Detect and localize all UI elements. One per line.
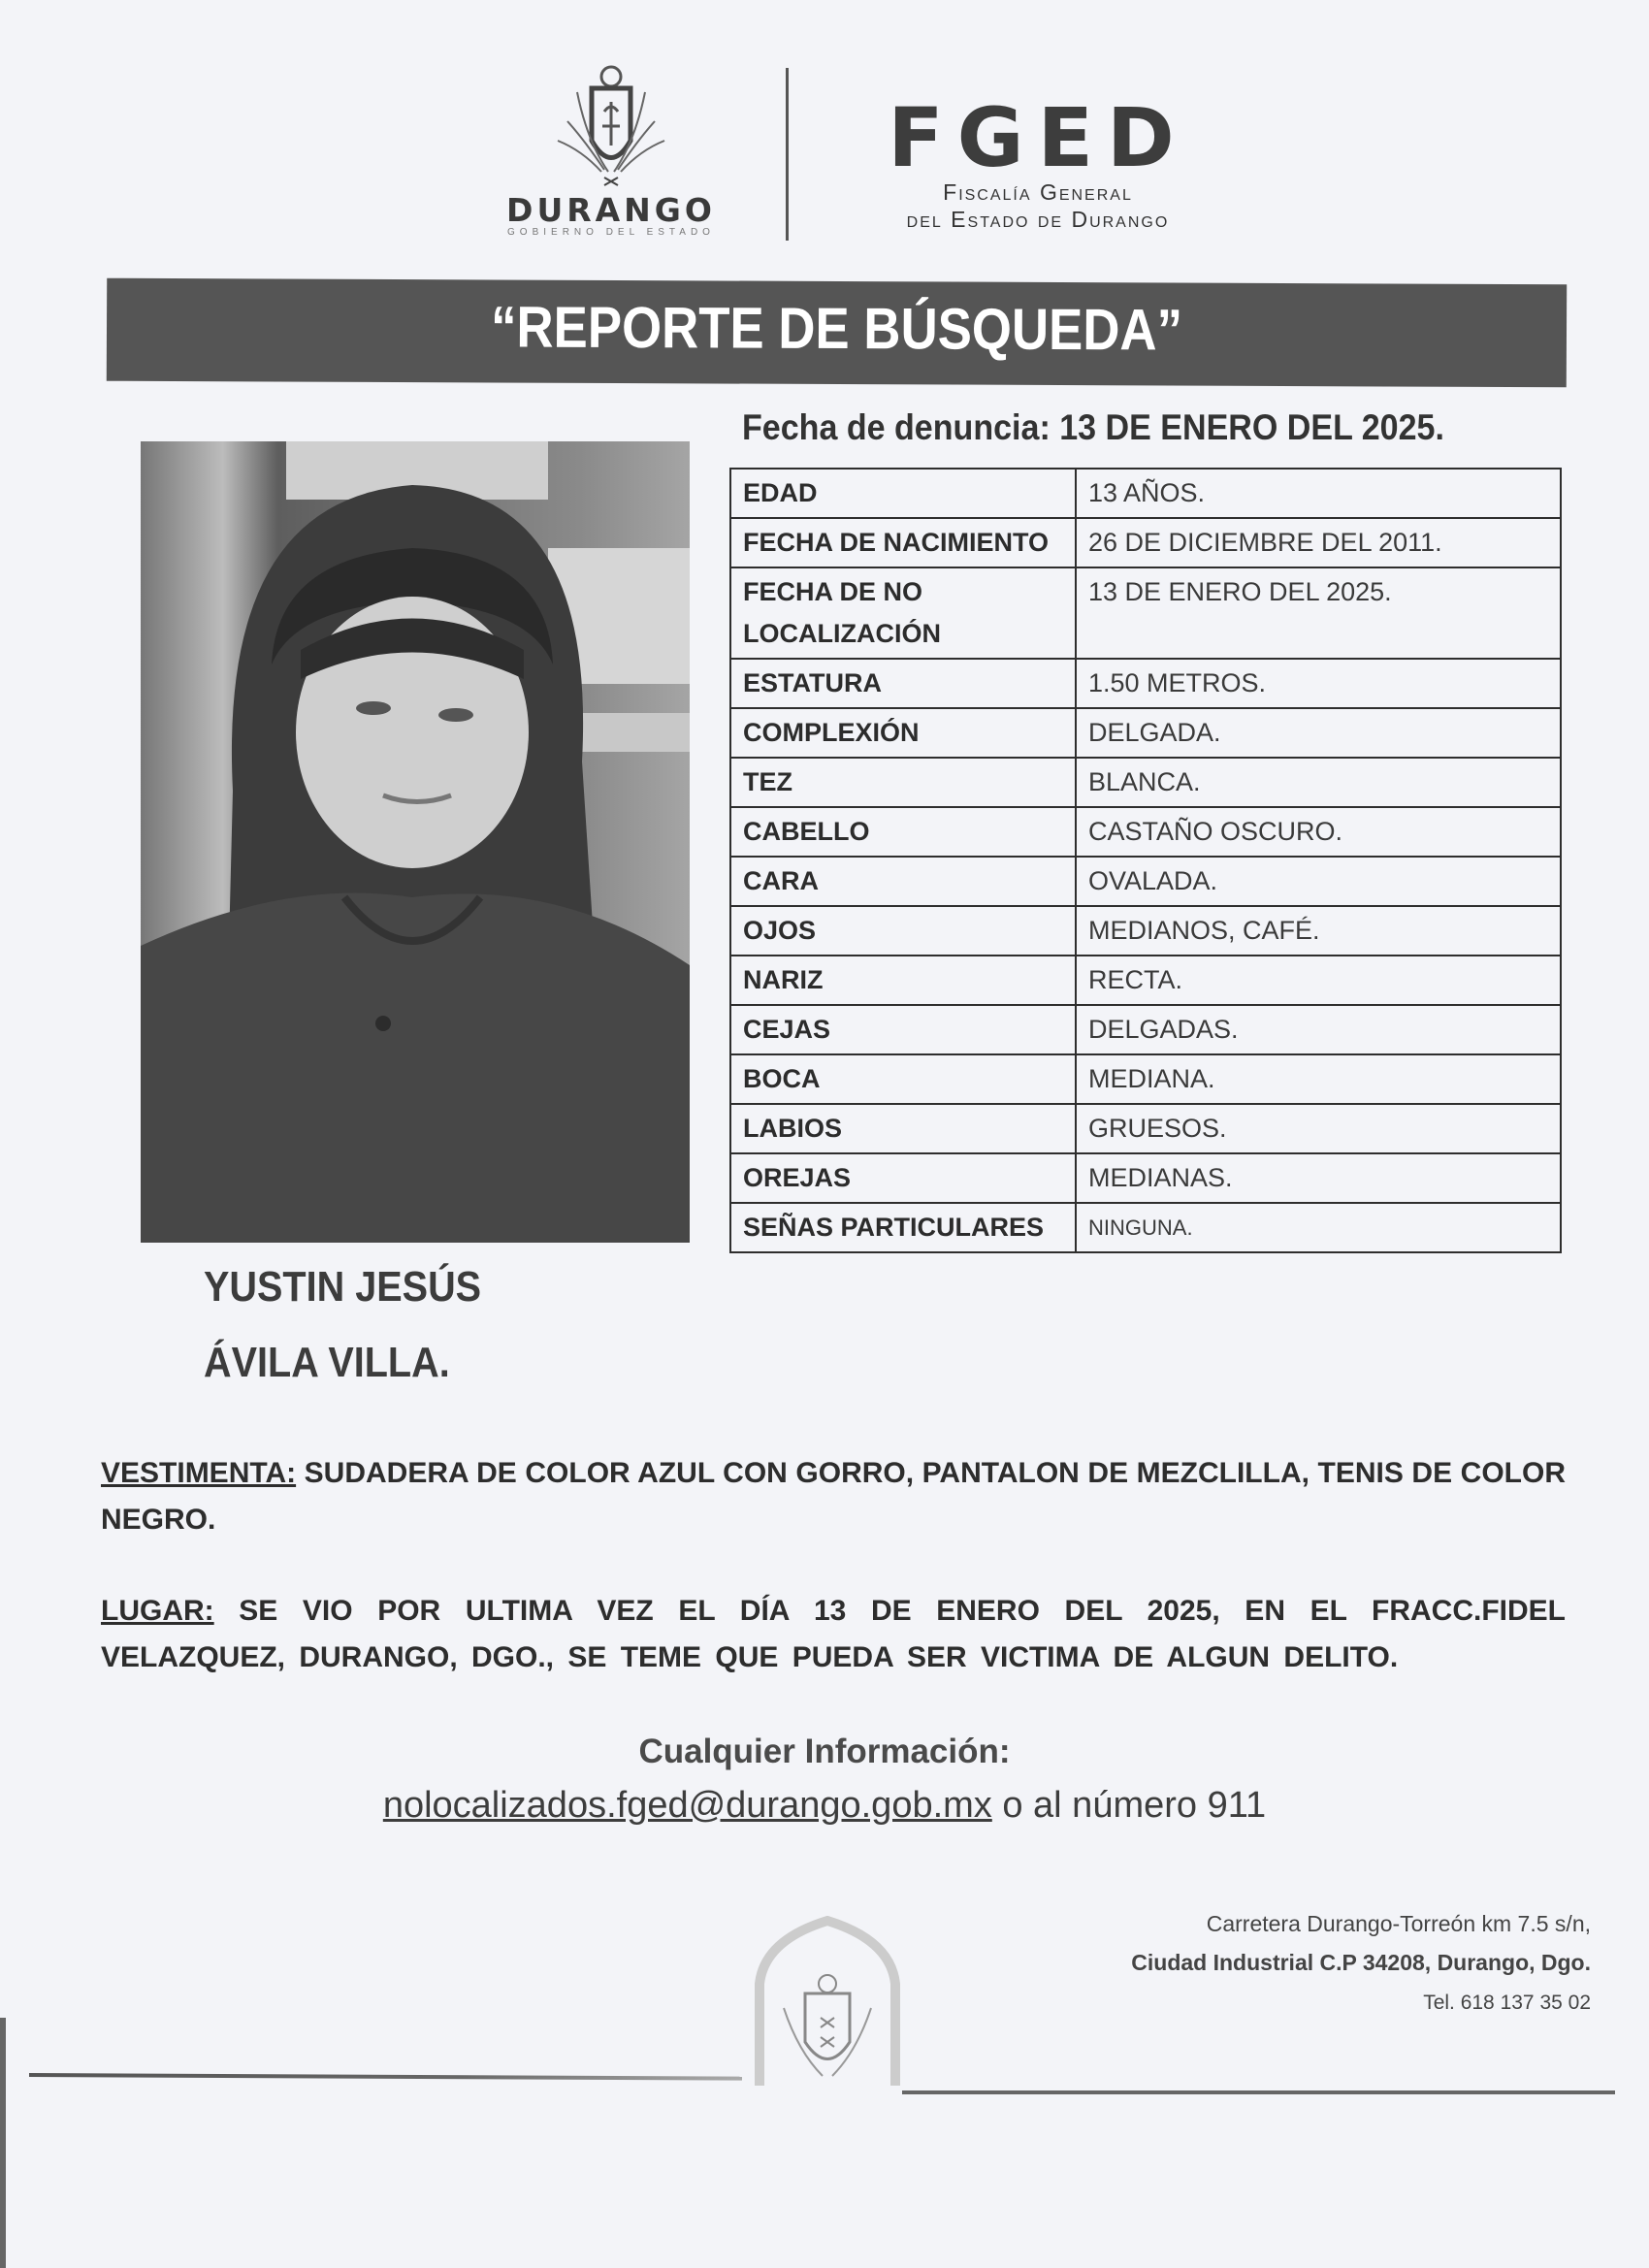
detail-value: DELGADA. <box>1076 708 1561 758</box>
place-paragraph <box>101 1588 1566 1681</box>
person-photo-icon <box>141 441 690 1243</box>
detail-label: TEZ <box>730 758 1076 807</box>
detail-value: 1.50 METROS. <box>1076 659 1561 708</box>
table-row <box>730 1104 1561 1153</box>
person-name-last: ÁVILA VILLA. <box>204 1339 450 1386</box>
agency-name-line2: del Estado de Durango <box>906 207 1170 233</box>
detail-value: GRUESOS. <box>1076 1104 1561 1153</box>
detail-label: BOCA <box>730 1054 1076 1104</box>
detail-label: FECHA DE NACIMIENTO <box>730 518 1076 567</box>
place-text: SE VIO POR ULTIMA VEZ EL DÍA 13 DE ENERO DEL 2025, EN EL FRACC.FIDEL VELAZQUEZ, DURANGO, DGO., SE TEME QUE PUEDA SER VICTIMA DE ALGUN DELITO. <box>101 1595 1566 1673</box>
header-divider <box>786 68 789 241</box>
detail-value: MEDIANOS, CAFÉ. <box>1076 906 1561 956</box>
scan-edge-shadow <box>0 2018 6 2268</box>
government-subtitle: GOBIERNO DEL ESTADO <box>507 227 715 238</box>
detail-label: NARIZ <box>730 956 1076 1005</box>
detail-label: CEJAS <box>730 1005 1076 1054</box>
detail-label: LABIOS <box>730 1104 1076 1153</box>
table-row <box>730 659 1561 708</box>
detail-label: CABELLO <box>730 807 1076 857</box>
footer-address-line2: Ciudad Industrial C.P 34208, Durango, Dgo. <box>1131 1950 1591 1975</box>
detail-label: EDAD <box>730 469 1076 518</box>
footer-coat-of-arms-icon <box>745 1916 910 2086</box>
footer-rule-right <box>902 2090 1615 2094</box>
missing-person-photo <box>141 441 690 1243</box>
table-row <box>730 1203 1561 1252</box>
complaint-date: Fecha de denuncia: 13 DE ENERO DEL 2025. <box>742 407 1444 447</box>
contact-line <box>0 1785 1649 1827</box>
detail-value: 13 AÑOS. <box>1076 469 1561 518</box>
physical-description-table <box>729 468 1562 1253</box>
footer-rule-left <box>29 2073 742 2081</box>
detail-value: NINGUNA. <box>1076 1203 1561 1252</box>
detail-value: 26 DE DICIEMBRE DEL 2011. <box>1076 518 1561 567</box>
detail-value: 13 DE ENERO DEL 2025. <box>1076 567 1561 659</box>
detail-value: RECTA. <box>1076 956 1561 1005</box>
detail-label: SEÑAS PARTICULARES <box>730 1203 1076 1252</box>
detail-label: COMPLEXIÓN <box>730 708 1076 758</box>
table-row <box>730 1054 1561 1104</box>
fged-acronym: FGED <box>888 90 1188 185</box>
table-row <box>730 567 1561 659</box>
footer-address-line1: Carretera Durango-Torreón km 7.5 s/n, <box>1206 1911 1591 1936</box>
detail-value: CASTAÑO OSCURO. <box>1076 807 1561 857</box>
fged-logo <box>844 90 1232 233</box>
detail-value: MEDIANA. <box>1076 1054 1561 1104</box>
durango-wordmark: DURANGO <box>506 191 716 229</box>
table-row <box>730 906 1561 956</box>
contact-email-link[interactable]: nolocalizados.fged@durango.gob.mx <box>382 1785 992 1826</box>
table-row <box>730 857 1561 906</box>
place-label: LUGAR: <box>101 1595 214 1627</box>
detail-label: FECHA DE NO LOCALIZACIÓN <box>730 567 1076 659</box>
table-row <box>730 1153 1561 1203</box>
table-row <box>730 469 1561 518</box>
detail-value: BLANCA. <box>1076 758 1561 807</box>
agency-name-line1: Fiscalía General <box>943 179 1133 205</box>
clothing-label: VESTIMENTA: <box>101 1457 297 1489</box>
footer-phone: Tel. 618 137 35 02 <box>1423 1992 1591 2014</box>
clothing-paragraph <box>101 1450 1566 1543</box>
table-row <box>730 708 1561 758</box>
contact-heading: Cualquier Información: <box>638 1733 1011 1770</box>
person-name-first: YUSTIN JESÚS <box>204 1263 482 1311</box>
table-row <box>730 956 1561 1005</box>
detail-value: MEDIANAS. <box>1076 1153 1561 1203</box>
table-row <box>730 518 1561 567</box>
detail-value: OVALADA. <box>1076 857 1561 906</box>
detail-value: DELGADAS. <box>1076 1005 1561 1054</box>
table-row <box>730 758 1561 807</box>
table-row <box>730 1005 1561 1054</box>
durango-government-logo <box>466 63 757 238</box>
title-banner <box>107 278 1567 388</box>
contact-phone-text: o al número 911 <box>991 1785 1267 1826</box>
detail-label: OJOS <box>730 906 1076 956</box>
table-row <box>730 807 1561 857</box>
detail-label: ESTATURA <box>730 659 1076 708</box>
detail-label: OREJAS <box>730 1153 1076 1203</box>
clothing-text: SUDADERA DE COLOR AZUL CON GORRO, PANTALON DE MEZCLILLA, TENIS DE COLOR NEGRO. <box>101 1457 1566 1536</box>
footer-seal <box>745 1916 910 2086</box>
detail-label: CARA <box>730 857 1076 906</box>
report-title: “REPORTE DE BÚSQUEDA” <box>490 294 1183 363</box>
durango-coat-of-arms-icon <box>548 63 674 189</box>
